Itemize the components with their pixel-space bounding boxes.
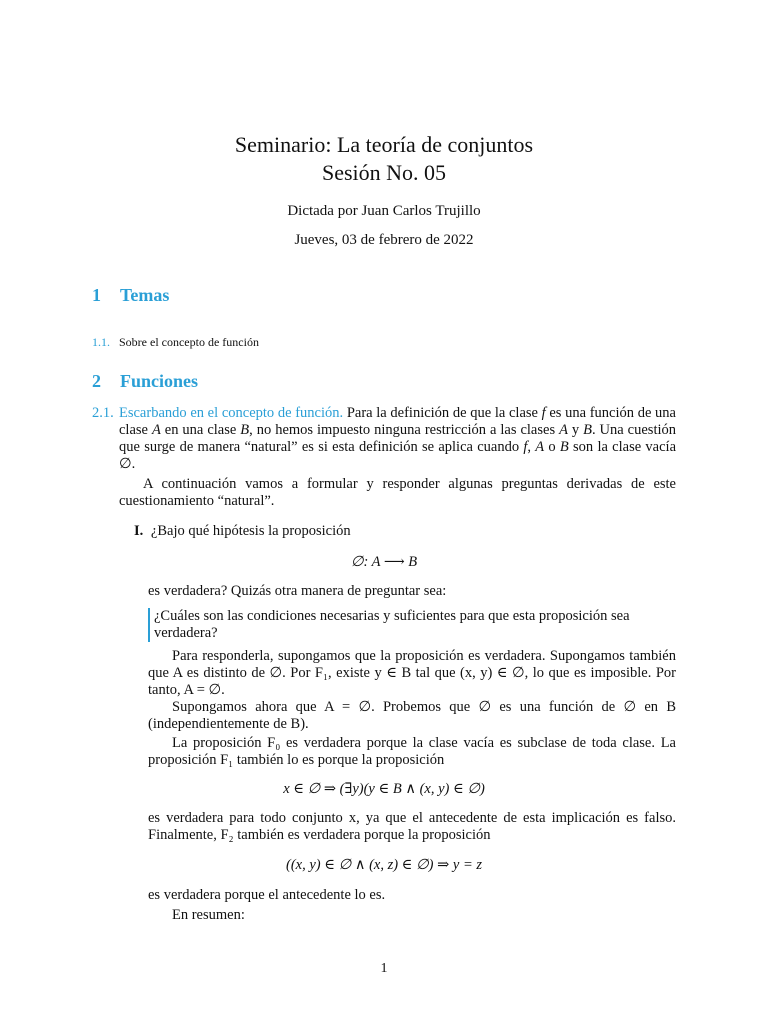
answer-paragraph-2: Supongamos ahora que A = ∅. Probemos que ∅ es una función de ∅ en B (independientemente de B). [148, 699, 676, 732]
text-run: Para la definición de que la clase [346, 405, 542, 421]
question-line [134, 523, 351, 540]
text-run: en una clase [160, 422, 241, 438]
section-1-heading [92, 285, 169, 306]
section-2-heading [92, 371, 198, 392]
document-title: Seminario: La teoría de conjuntos [234, 132, 534, 157]
text-run: son la clase vacía ∅. [119, 439, 677, 472]
toc-label: Sobre el concepto de función [119, 335, 259, 349]
section-1-number: 1 [92, 285, 101, 305]
section-1-title: Temas [120, 285, 170, 305]
subsection-number: 2.1. [92, 405, 114, 421]
text-run: es una función de una clase [119, 405, 676, 438]
section-2-number: 2 [92, 371, 101, 391]
answer-paragraph-4: es verdadera para todo conjunto x, ya que el antecedente de esta implicación es falso. Finalmente, F₂ también es verdadera porque la proposición [148, 810, 676, 843]
var-B: B [583, 422, 592, 438]
question-after: es verdadera? Quizás otra manera de preguntar sea: [148, 583, 447, 599]
subsection-paragraph-2: A continuación vamos a formular y responder algunas preguntas derivadas de este cuestionamiento “natural”. [119, 476, 676, 509]
formula-f2: ((x, y) ∈ ∅ ∧ (x, z) ∈ ∅) ⇒ y = z [285, 857, 483, 873]
text-run: , no hemos impuesto ninguna restricción a las clases [249, 422, 560, 438]
formula-f1: x ∈ ∅ ⇒ (∃y)(y ∈ B ∧ (x, y) ∈ ∅) [283, 781, 485, 797]
toc-entry[interactable] [92, 335, 259, 350]
text-run: . Una cuestión que surge de manera “natural” es si esta definición se aplica cuando [119, 422, 677, 455]
var-A: A [559, 422, 568, 438]
author-line: Dictada por Juan Carlos Trujillo [287, 203, 481, 219]
date-line: Jueves, 03 de febrero de 2022 [294, 232, 474, 248]
answer-paragraph-3: La proposición F₀ es verdadera porque la clase vacía es subclase de toda clase. La proposición F₁ también lo es porque la proposición [148, 735, 676, 768]
var-A: A [535, 439, 545, 455]
section-2-title: Funciones [120, 371, 199, 391]
question-label: I. [134, 523, 144, 539]
text-run: o [544, 439, 560, 455]
var-A: A [151, 422, 161, 438]
subsection-title: Escarbando en el concepto de función. [119, 405, 344, 421]
formula-empty-function: ∅: A ⟶ B [350, 554, 418, 570]
session-number: Sesión No. 05 [321, 160, 447, 185]
var-f: f [541, 405, 546, 421]
question-text: ¿Bajo qué hipótesis la proposición [150, 523, 351, 539]
answer-paragraph-5: es verdadera porque el antecedente lo es. [148, 887, 386, 903]
page-number: 1 [380, 961, 388, 976]
answer-paragraph-1: Para responderla, supongamos que la proposición es verdadera. Supongamos también que A es distinto de ∅. Por F₁, existe y ∈ B tal que (x, y) ∈ ∅, lo que es imposible. Por tanto, A = ∅. [148, 648, 676, 698]
var-f: f [523, 439, 528, 455]
toc-number: 1.1. [92, 335, 110, 349]
text-run: , [527, 439, 536, 455]
text-run: y [567, 422, 584, 438]
var-B: B [559, 439, 569, 455]
var-B: B [240, 422, 250, 438]
question-quote: ¿Cuáles son las condiciones necesarias y suficientes para que esta proposición sea verdadera? [148, 608, 674, 642]
answer-paragraph-6: En resumen: [172, 907, 245, 923]
subsection-paragraph-1 [119, 405, 676, 473]
